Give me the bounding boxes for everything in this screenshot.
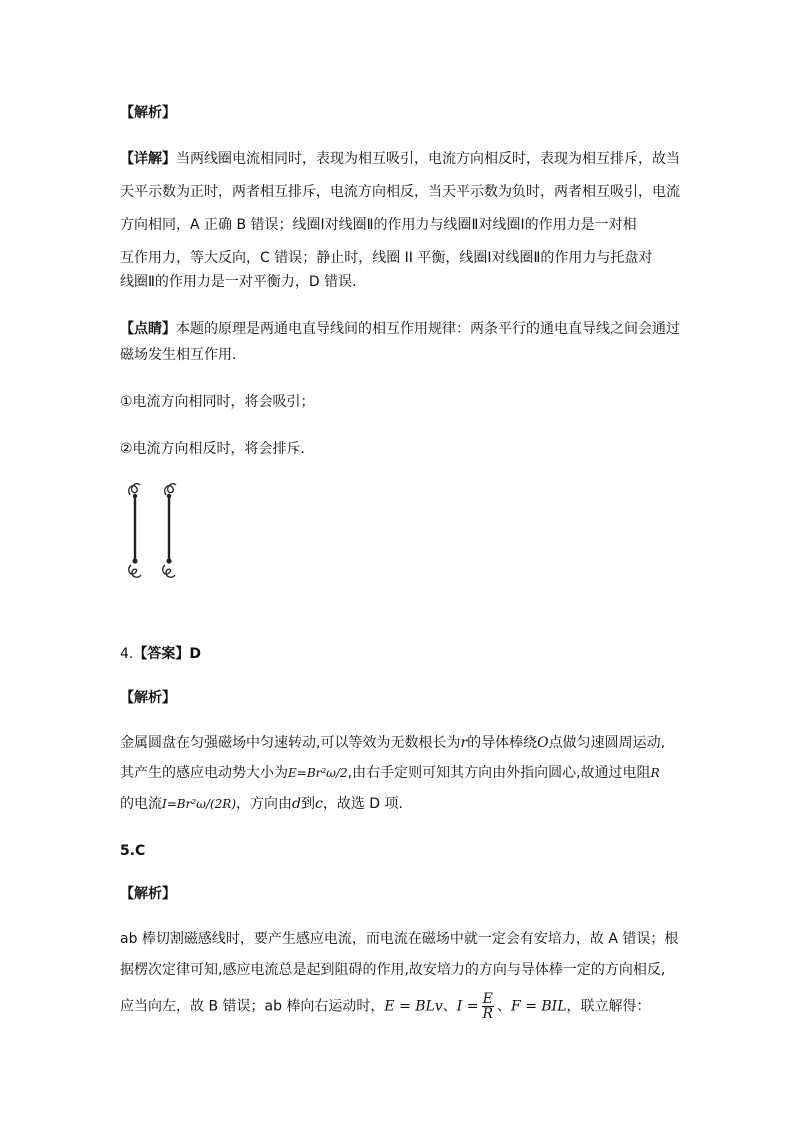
q5-line-1: ab 棒切割磁感线时，要产生感应电流，而电流在磁场中就一定会有安培力，故 A 错误；根 — [120, 931, 679, 947]
q4-line3-text-d: ，故选 D 项． — [322, 796, 413, 812]
q4-line3-text-a: 的电流 — [120, 796, 162, 812]
q4-emf-formula: E=Br²ω/2 — [288, 766, 348, 780]
q5-frac-den: R — [482, 1006, 494, 1022]
q5-sep-2: 、 — [497, 998, 512, 1015]
q5-eq-force: F = BIL — [511, 998, 567, 1015]
coil-right-top — [165, 484, 176, 495]
q4-line2-text-b: ,由右手定则可知其方向由外指向圆心,故通过电阻 — [347, 765, 651, 781]
q4-var-r-resistor: R — [650, 766, 660, 780]
detail-line-2: 天平示数为正时，两者相互排斥，电流方向相反，当天平示数为负时，两者相互吸引，电流 — [120, 184, 680, 200]
q5-eq-current-fraction — [482, 992, 495, 1021]
tip-line-2: 磁场发生相互作用． — [120, 347, 246, 363]
detail-line-5: 线圈Ⅱ的作用力是一对平衡力，D 错误． — [120, 274, 367, 290]
q5-sep-1: 、 — [442, 998, 457, 1015]
analysis-heading: 【解析】 — [120, 105, 176, 121]
q4-line-2 — [120, 764, 660, 782]
q4-line1-text-c: 点做匀速圆周运动, — [548, 735, 666, 751]
q4-current-formula: I=Br²ω/(2R) — [162, 797, 237, 811]
q4-line3-text-b: ，方向由 — [236, 796, 293, 812]
detail-line-1 — [120, 150, 680, 168]
coil-left-top — [129, 484, 140, 495]
q5-eq-current-lhs: I = — [456, 998, 479, 1015]
q4-line-3 — [120, 795, 413, 813]
q4-prefix: 4. — [120, 646, 134, 662]
rule-same-direction: ①电流方向相同时，将会吸引； — [120, 394, 315, 410]
q5-line3-text-a: 应当向左，故 B 错误；ab 棒向右运动时， — [120, 998, 385, 1015]
coil-left-bottom — [129, 565, 141, 577]
q4-line-1 — [120, 734, 665, 752]
coil-right-bottom — [163, 565, 175, 577]
wire-right-bottom-dot — [166, 558, 171, 563]
q4-var-o: O — [537, 735, 549, 751]
q4-line1-text-a: 金属圆盘在匀强磁场中匀速转动,可以等效为无数根长为 — [120, 735, 461, 751]
q5-frac-num: E — [482, 991, 493, 1007]
q5-number: 5.C — [120, 843, 146, 859]
rule-opposite-direction: ②电流方向相反时，将会排斥． — [120, 441, 315, 457]
q5-line-3 — [120, 992, 651, 1021]
detail-text-1: 当两线圈电流相同时，表现为相互吸引，电流方向相反时，表现为相互排斥，故当 — [176, 151, 680, 167]
q4-answer-line — [120, 645, 201, 663]
tip-text-1: 本题的原理是两通电直导线间的相互作用规律：两条平行的通电直导线之间会通过 — [176, 321, 680, 337]
q4-var-c: c — [315, 796, 323, 812]
q4-var-d: d — [292, 796, 301, 812]
q4-line1-text-b: 的导体棒绕 — [467, 735, 538, 751]
wire-left-bottom-dot — [132, 558, 137, 563]
detail-line-4: 互作用力，等大反向，C 错误；静止时，线圈 II 平衡，线圈Ⅰ对线圈Ⅱ的作用力与托盘对 — [120, 250, 653, 266]
tip-line-1 — [120, 320, 680, 338]
q4-line3-text-c: 到 — [301, 796, 315, 812]
q4-var-r: r — [460, 735, 468, 751]
detail-line-3: 方向相同，A 正确 B 错误；线圈Ⅰ对线圈Ⅱ的作用力与线圈Ⅱ对线圈Ⅰ的作用力是一对相 — [120, 217, 637, 233]
q5-eq-emf: E = BLv — [384, 998, 443, 1015]
q4-line2-text-a: 其产生的感应电动势大小为 — [120, 765, 288, 781]
q5-line3-text-b: ，联立解得： — [566, 998, 651, 1015]
detail-tag: 【详解】 — [120, 151, 176, 167]
q5-line-2: 据楞次定律可知,感应电流总是起到阻碍的作用,故安培力的方向与导体棒一定的方向相反, — [120, 962, 666, 978]
parallel-wires-figure — [120, 477, 190, 586]
q5-analysis-heading: 【解析】 — [120, 886, 176, 902]
q4-answer-tag: 【答案】 — [133, 646, 190, 662]
q4-answer: D — [189, 646, 201, 662]
tip-tag: 【点睛】 — [120, 321, 176, 337]
q4-analysis-heading: 【解析】 — [120, 690, 176, 706]
